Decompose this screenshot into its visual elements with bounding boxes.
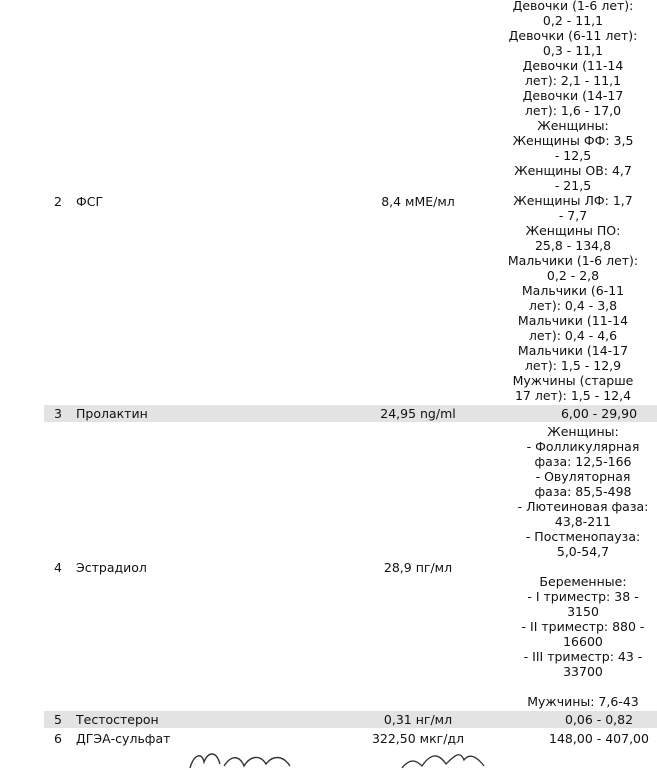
test-name: Тестостерон <box>76 712 159 727</box>
reference-line: - I триместр: 38 - <box>527 589 639 604</box>
reference-line: Девочки (1-6 лет): <box>512 0 634 13</box>
test-result: 8,4 мМЕ/мл <box>381 194 455 209</box>
reference-line: Беременные: <box>539 574 627 589</box>
table-row-testosterone <box>44 711 657 728</box>
reference-line: лет): 2,1 - 11,1 <box>524 73 622 88</box>
reference-line: Мальчики (14-17 <box>517 343 629 358</box>
table-row-estradiol <box>44 560 657 578</box>
row-number: 3 <box>54 406 62 421</box>
reference-line: фаза: 85,5-498 <box>534 484 632 499</box>
reference-line: Мужчины (старше <box>512 373 634 388</box>
reference-line: лет): 1,6 - 17,0 <box>524 103 622 118</box>
reference-line: - 21,5 <box>554 178 592 193</box>
reference-line: Девочки (14-17 <box>522 88 624 103</box>
test-name: Эстрадиол <box>76 560 147 575</box>
reference-line: Женщины: <box>537 118 609 133</box>
reference-line: Женщины ОВ: 4,7 <box>514 163 632 178</box>
reference-line: Женщины ФФ: 3,5 <box>512 133 634 148</box>
reference-line: лет): 0,4 - 4,6 <box>528 328 618 343</box>
reference-line: 0,3 - 11,1 <box>542 43 604 58</box>
signature-image-left <box>186 748 296 770</box>
reference-range: 148,00 - 407,00 <box>549 731 649 746</box>
reference-line: - Фолликулярная <box>526 439 640 454</box>
reference-line: Мальчики (11-14 <box>517 313 629 328</box>
test-name: ФСГ <box>76 194 104 209</box>
test-result: 24,95 ng/ml <box>380 406 456 421</box>
reference-line: Мальчики (6-11 <box>521 283 625 298</box>
reference-line: Мальчики (1-6 лет): <box>507 253 639 268</box>
table-row-prolactin <box>44 405 657 422</box>
reference-line: 5,0-54,7 <box>556 544 610 559</box>
signature-image-right <box>398 748 488 770</box>
reference-line: - 7,7 <box>558 208 588 223</box>
reference-line: - II триместр: 880 - <box>521 619 645 634</box>
test-result: 28,9 пг/мл <box>383 560 453 575</box>
reference-line: 43,8-211 <box>554 514 612 529</box>
test-name: Пролактин <box>76 406 148 421</box>
reference-line: лет): 1,5 - 12,9 <box>524 358 622 373</box>
reference-line: Женщины ЛФ: 1,7 <box>513 193 633 208</box>
test-result: 322,50 мкг/дл <box>371 731 465 746</box>
reference-line: - Лютеиновая фаза: <box>517 499 649 514</box>
reference-line: Женщины: <box>547 424 619 439</box>
reference-line: - Овуляторная <box>535 469 631 484</box>
reference-line: 16600 <box>563 634 603 649</box>
reference-line: 33700 <box>563 664 603 679</box>
test-name: ДГЭА-сульфат <box>76 731 171 746</box>
reference-line: Девочки (11-14 <box>522 58 624 73</box>
table-row-fsh <box>44 194 657 212</box>
row-number: 5 <box>54 712 62 727</box>
row-number: 6 <box>54 731 62 746</box>
reference-line: Женщины ПО: <box>525 223 621 238</box>
reference-range: 6,00 - 29,90 <box>560 406 638 421</box>
reference-range: 0,06 - 0,82 <box>564 712 634 727</box>
reference-line <box>500 679 657 694</box>
reference-line: 0,2 - 11,1 <box>542 13 604 28</box>
test-result: 0,31 нг/мл <box>383 712 453 727</box>
reference-line: 25,8 - 134,8 <box>534 238 612 253</box>
row-number: 4 <box>54 560 62 575</box>
reference-line: 17 лет): 1,5 - 12,4 <box>514 388 632 403</box>
table-row-dhea-s <box>44 730 657 747</box>
reference-line: фаза: 12,5-166 <box>534 454 632 469</box>
row-number: 2 <box>54 194 62 209</box>
reference-line: - III триместр: 43 - <box>523 649 643 664</box>
reference-line: 0,2 - 2,8 <box>546 268 600 283</box>
reference-line: Мужчины: 7,6-43 <box>527 694 639 709</box>
reference-line: 3150 <box>567 604 599 619</box>
reference-line: - Постменопауза: <box>525 529 641 544</box>
reference-line: Девочки (6-11 лет): <box>508 28 638 43</box>
reference-line: - 12,5 <box>554 148 592 163</box>
reference-line: лет): 0,4 - 3,8 <box>528 298 618 313</box>
